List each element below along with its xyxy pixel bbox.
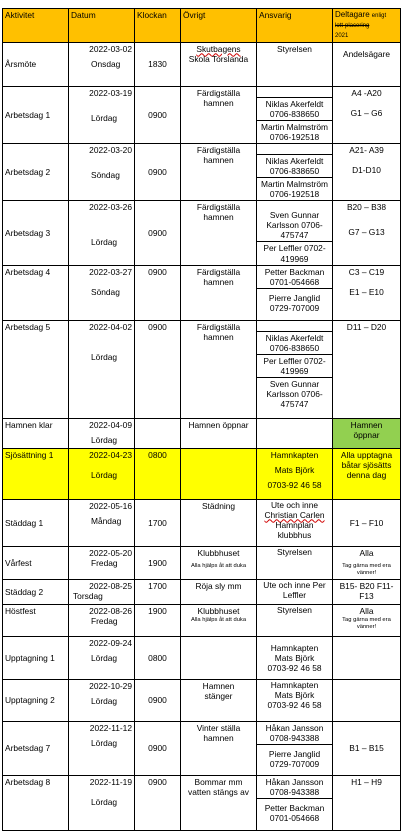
cell-ansvarig: Sven Gunnar Karlsson 0706-475747 Per Leffler 0702-419969 (257, 201, 333, 265)
cell-ovrigt: Städning (181, 499, 257, 546)
cell-ovrigt: Röja sly mm (181, 579, 257, 604)
cell-aktivitet: Upptagning 2 (3, 679, 69, 721)
cell-ovrigt: Hamnen öppnar (181, 418, 257, 448)
cell-ovrigt: Skutbagens Skola Torslanda (181, 42, 257, 86)
cell-aktivitet: Städdag 2 (3, 579, 69, 604)
cell-ansvarig: Niklas Akerfeldt 0706-838650 Martin Malmström 0706-192518 (257, 86, 333, 143)
cell-aktivitet: Sjösättning 1 (3, 448, 69, 499)
cell-klockan: 0800 (135, 636, 181, 679)
cell-datum: 2022-10-29 Lördag (69, 679, 135, 721)
table-row (3, 679, 401, 721)
cell-klockan: 0900 (135, 320, 181, 418)
cell-deltagare: Alla Tag gärna med era vänner! (333, 546, 401, 579)
header-deltagare-enligt: enligt (371, 13, 387, 19)
cell-datum: 2022-03-26 Lördag (69, 201, 135, 265)
header-ovrigt: Övrigt (181, 9, 257, 43)
cell-ansvarig: Håkan Jansson 0708-943388 Petter Backman 0701-054668 (257, 775, 333, 830)
cell-ovrigt: Färdigställa hamnen (181, 265, 257, 320)
table-row-highlight (3, 448, 401, 499)
cell-deltagare: C3 – C19 E1 – E10 (333, 265, 401, 320)
cell-deltagare: Alla Tag gärna med era vänner! (333, 604, 401, 636)
cell-klockan: 1700 (135, 499, 181, 546)
table-row (3, 143, 401, 200)
cell-datum: 2022-08-25 Torsdag (69, 579, 135, 604)
table-row (3, 604, 401, 636)
table-row (3, 579, 401, 604)
cell-klockan: 1700 (135, 579, 181, 604)
cell-ansvarig: Hamnkapten Mats Björk 0703-92 46 58 (257, 448, 333, 499)
cell-ansvarig: Ute och inne Per Leffler (257, 579, 333, 604)
cell-deltagare (333, 679, 401, 721)
cell-klockan: 0900 (135, 265, 181, 320)
header-deltagare-struck: lott-placering (335, 23, 370, 30)
cell-klockan: 1900 (135, 604, 181, 636)
cell-deltagare: D11 – D20 (333, 320, 401, 418)
cell-ansvarig: Styrelsen (257, 604, 333, 636)
cell-ansvarig: Niklas Akerfeldt 0706-838650 Per Leffler 0702-419969 Sven Gunnar Karlsson 0706-475747 (257, 320, 333, 418)
cell-deltagare-status: Hamnen öppnar (333, 418, 401, 448)
cell-ovrigt: Färdigställa hamnen (181, 86, 257, 143)
cell-klockan: 0900 (135, 201, 181, 265)
cell-deltagare: A21- A39 D1-D10 (333, 143, 401, 200)
cell-ansvarig: Niklas Akerfeldt 0706-838650 Martin Malmström 0706-192518 (257, 143, 333, 200)
cell-ovrigt (181, 636, 257, 679)
cell-datum: 2022-04-23 Lördag (69, 448, 135, 499)
cell-datum: 2022-05-16 Måndag (69, 499, 135, 546)
header-klockan: Klockan (135, 9, 181, 43)
table-row (3, 86, 401, 143)
header-deltagare-title: Deltagare (335, 10, 370, 19)
table-row (3, 418, 401, 448)
cell-aktivitet: Hamnen klar (3, 418, 69, 448)
cell-ovrigt: Klubbhuset Alla hjälps åt att duka (181, 546, 257, 579)
cell-deltagare: B15- B20 F11- F13 (333, 579, 401, 604)
header-deltagare-year: 2021 (335, 33, 349, 40)
cell-klockan: 0900 (135, 775, 181, 830)
cell-deltagare: F1 – F10 (333, 499, 401, 546)
cell-ovrigt (181, 448, 257, 499)
table-row (3, 775, 401, 830)
header-datum: Datum (69, 9, 135, 43)
cell-aktivitet: Arbetsdag 1 (3, 86, 69, 143)
cell-ansvarig: Ute och inne Christian Carlen Hamnplan klubbhus (257, 499, 333, 546)
cell-deltagare: Alla upptagna båtar sjösätts denna dag (333, 448, 401, 499)
cell-aktivitet: Arbetsdag 4 (3, 265, 69, 320)
cell-ansvarig: Styrelsen (257, 546, 333, 579)
cell-aktivitet: Årsmöte (3, 42, 69, 86)
cell-klockan: 0900 (135, 86, 181, 143)
cell-ansvarig: Hamnkapten Mats Björk 0703-92 46 58 (257, 679, 333, 721)
cell-aktivitet: Arbetsdag 3 (3, 201, 69, 265)
cell-ovrigt: Färdigställa hamnen (181, 143, 257, 200)
cell-aktivitet: Arbetsdag 7 (3, 721, 69, 775)
table-row (3, 721, 401, 775)
table-row (3, 636, 401, 679)
cell-datum: 2022-09-24 Lördag (69, 636, 135, 679)
schedule-table (2, 8, 401, 831)
table-row (3, 320, 401, 418)
cell-aktivitet: Arbetsdag 2 (3, 143, 69, 200)
table-row (3, 265, 401, 320)
cell-klockan: 0900 (135, 721, 181, 775)
header-ansvarig: Ansvarig (257, 9, 333, 43)
cell-klockan: 1830 (135, 42, 181, 86)
cell-aktivitet: Arbetsdag 8 (3, 775, 69, 830)
cell-deltagare: H1 – H9 (333, 775, 401, 830)
cell-deltagare: B20 – B38 G7 – G13 (333, 201, 401, 265)
cell-datum: 2022-03-19 Lördag (69, 86, 135, 143)
header-aktivitet: Aktivitet (3, 9, 69, 43)
cell-datum: 2022-11-12 Lördag (69, 721, 135, 775)
cell-aktivitet: Upptagning 1 (3, 636, 69, 679)
table-row (3, 42, 401, 86)
cell-datum: 2022-03-02 Onsdag (69, 42, 135, 86)
cell-klockan (135, 418, 181, 448)
cell-datum: 2022-05-20 Fredag (69, 546, 135, 579)
cell-datum: 2022-04-02 Lördag (69, 320, 135, 418)
cell-deltagare: A4 -A20 G1 – G6 (333, 86, 401, 143)
cell-ovrigt: Hamnen stänger (181, 679, 257, 721)
cell-ansvarig: Hamnkapten Mats Björk 0703-92 46 58 (257, 636, 333, 679)
cell-ovrigt: Färdigställa hamnen (181, 320, 257, 418)
cell-deltagare: Andelsägare (333, 42, 401, 86)
cell-aktivitet: Höstfest (3, 604, 69, 636)
cell-datum: 2022-04-09 Lördag (69, 418, 135, 448)
cell-datum: 2022-03-20 Söndag (69, 143, 135, 200)
header-deltagare (333, 9, 401, 43)
cell-ansvarig: Petter Backman 0701-054668 Pierre Janglid 0729-707009 (257, 265, 333, 320)
cell-deltagare: B1 – B15 (333, 721, 401, 775)
cell-ansvarig: Styrelsen (257, 42, 333, 86)
cell-ovrigt: Vinter ställa hamnen (181, 721, 257, 775)
cell-aktivitet: Städdag 1 (3, 499, 69, 546)
table-row (3, 201, 401, 265)
cell-datum: 2022-08-26 Fredag (69, 604, 135, 636)
cell-deltagare (333, 636, 401, 679)
header-row (3, 9, 401, 43)
cell-klockan: 0800 (135, 448, 181, 499)
cell-ovrigt: Bommar mm vatten stängs av (181, 775, 257, 830)
cell-aktivitet: Arbetsdag 5 (3, 320, 69, 418)
cell-klockan: 1900 (135, 546, 181, 579)
cell-datum: 2022-11-19 Lördag (69, 775, 135, 830)
cell-klockan: 0900 (135, 143, 181, 200)
cell-ansvarig (257, 418, 333, 448)
cell-aktivitet: Vårfest (3, 546, 69, 579)
cell-datum: 2022-03-27 Söndag (69, 265, 135, 320)
cell-klockan: 0900 (135, 679, 181, 721)
cell-ovrigt: Klubbhuset Alla hjälps åt att duka (181, 604, 257, 636)
cell-ansvarig: Håkan Jansson 0708-943388 Pierre Janglid 0729-707009 (257, 721, 333, 775)
table-row (3, 499, 401, 546)
cell-ovrigt: Färdigställa hamnen (181, 201, 257, 265)
table-row (3, 546, 401, 579)
